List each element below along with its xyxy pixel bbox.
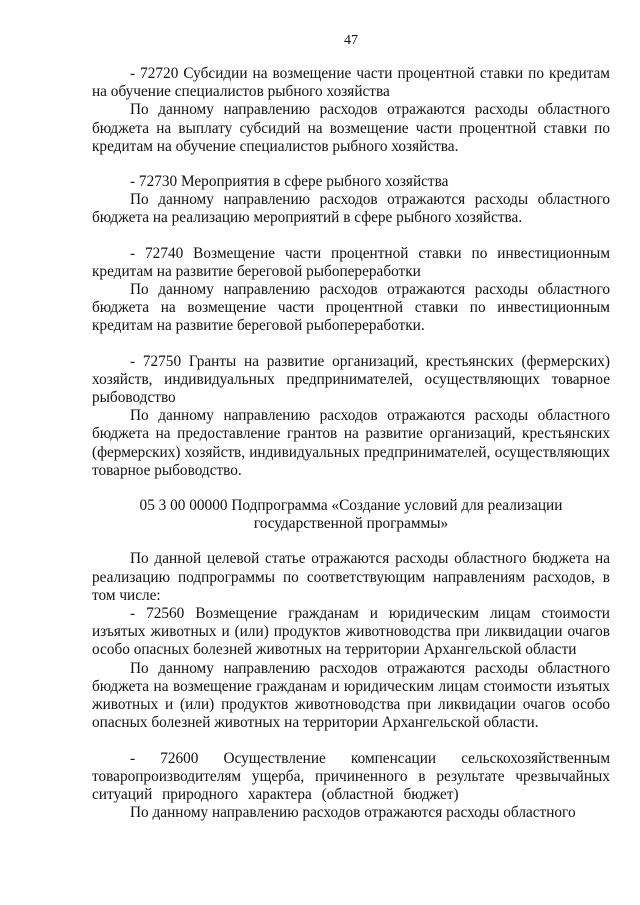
item-72740-title: - 72740 Возмещение части процентной ставки по инвестиционным кредитам на развитие береговой рыбопереработки — [92, 244, 610, 280]
subprogram-heading — [92, 497, 610, 533]
item-72600-description: По данному направлению расходов отражаются расходы областного — [130, 804, 576, 822]
spacer — [92, 733, 610, 750]
item-72750-title: - 72750 Гранты на развитие организаций, крестьянских (фермерских) хозяйств, индивидуальных предпринимателей, осуществляющих товарное рыбоводство — [92, 352, 610, 407]
item-72720-title: - 72720 Субсидии на возмещение части процентной ставки по кредитам на обучение специалистов рыбного хозяйства — [92, 65, 610, 101]
item-72600-title: - 72600 Осуществление компенсации сельскохозяйственным товаропроизводителям ущерба, причиненного в результате чрезвычайных ситуаций природного характера (областной бюджет) — [92, 749, 610, 803]
spacer — [92, 228, 610, 245]
subprogram-heading-line-2: государственной программы» — [253, 515, 449, 533]
page-number: 47 — [344, 33, 358, 48]
item-72740-description: По данному направлению расходов отражаются расходы областного бюджета на возмещение части процентной ставки по инвестиционным кредитам на развитие береговой рыбопереработки. — [92, 281, 610, 335]
item-72750-description: По данному направлению расходов отражаются расходы областного бюджета на предоставление грантов на развитие организаций, крестьянских (фермерских) хозяйств, индивидуальных предпринимателей, осуществляющих товарное рыбоводство. — [92, 407, 610, 479]
item-72730-description: По данному направлению расходов отражаются расходы областного бюджета на реализацию мероприятий в сфере рыбного хозяйства. — [92, 191, 610, 227]
subprogram-heading-line-1: 05 3 00 00000 Подпрограмма «Создание условий для реализации — [139, 497, 563, 515]
item-72720-description: По данному направлению расходов отражаются расходы областного бюджета на выплату субсидий на возмещение части процентной ставки по кредитам на обучение специалистов рыбного хозяйства. — [92, 101, 610, 155]
item-72730-title: - 72730 Мероприятия в сфере рыбного хозяйства — [130, 173, 449, 191]
spacer — [92, 156, 610, 173]
spacer — [92, 480, 610, 497]
item-72560-description: По данному направлению расходов отражаются расходы областного бюджета на возмещение гражданам и юридическим лицам стоимости изъятых животных и (или) продуктов животноводства при ликвидации очагов особо опасных болезней животных на территории Архангельской области. — [92, 659, 610, 732]
item-72560-title: - 72560 Возмещение гражданам и юридическим лицам стоимости изъятых животных и (или) продуктов животноводства при ликвидации очагов особо опасных болезней животных на территории Архангельской области — [92, 605, 610, 659]
subprogram-intro: По данной целевой статье отражаются расходы областного бюджета на реализацию подпрограммы по соответствующим направлениям расходов, в том числе: — [92, 550, 610, 604]
spacer — [92, 533, 610, 550]
spacer — [92, 336, 610, 353]
